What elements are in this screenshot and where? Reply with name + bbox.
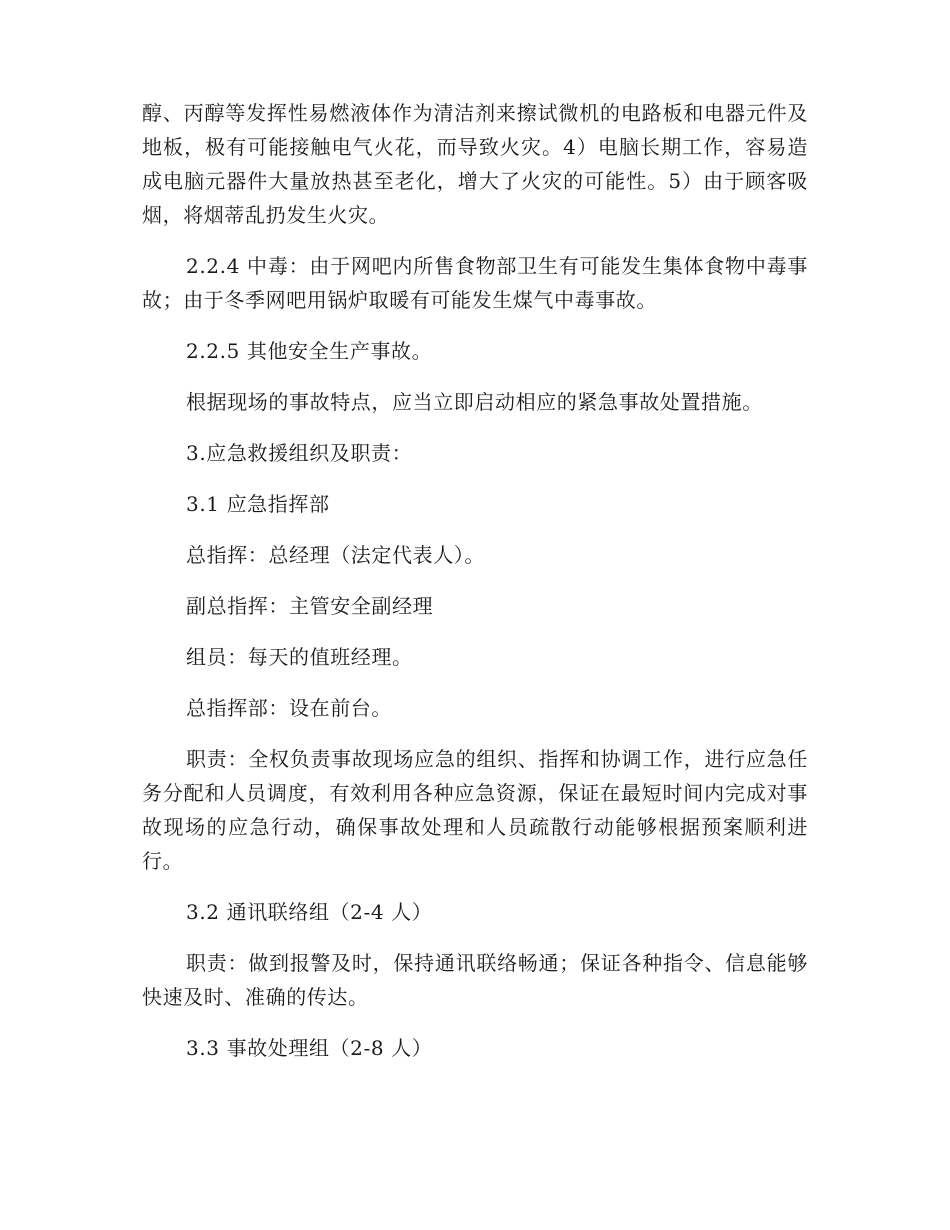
paragraph-headquarters: 总指挥部：设在前台。 [186,696,392,720]
paragraph-members: 组员：每天的值班经理。 [186,645,413,669]
subsection-heading-command: 3.1 应急指挥部 [186,492,330,516]
paragraph-communication-duties: 职责：做到报警及时，保持通讯联络畅通；保证各种指令、信息能够快速及时、准确的传达。 [142,951,808,1009]
paragraph-other-accidents: 2.2.5 其他安全生产事故。 [186,339,433,363]
paragraph-fire-causes-continued: 醇、丙醇等发挥性易燃液体作为清洁剂来擦试微机的电路板和电器元件及地板，极有可能接触电气火花，而导致火灾。4）电脑长期工作，容易造成电脑元器件大量放热甚至老化，增大了火灾的可能性。5）由于顾客吸烟，将烟蒂乱扔发生火灾。 [142,101,808,227]
paragraph-commander: 总指挥：总经理（法定代表人）。 [186,543,485,567]
section-heading-organization: 3.应急救援组织及职责： [186,441,413,465]
subsection-heading-communication: 3.2 通讯联络组（2-4 人） [186,900,433,924]
paragraph-emergency-measures: 根据现场的事故特点，应当立即启动相应的紧急事故处置措施。 [186,390,763,414]
paragraph-poisoning: 2.2.4 中毒：由于网吧内所售食物部卫生有可能发生集体食物中毒事故；由于冬季网吧用锅炉取暖有可能发生煤气中毒事故。 [142,254,808,312]
document-body [142,96,808,1065]
paragraph-command-duties: 职责：全权负责事故现场应急的组织、指挥和协调工作，进行应急任务分配和人员调度，有效利用各种应急资源，保证在最短时间内完成对事故现场的应急行动，确保事故处理和人员疏散行动能够根据预案顺利进行。 [142,747,808,873]
paragraph-deputy-commander: 副总指挥：主管安全副经理 [186,594,434,618]
subsection-heading-handling: 3.3 事故处理组（2-8 人） [186,1036,433,1060]
